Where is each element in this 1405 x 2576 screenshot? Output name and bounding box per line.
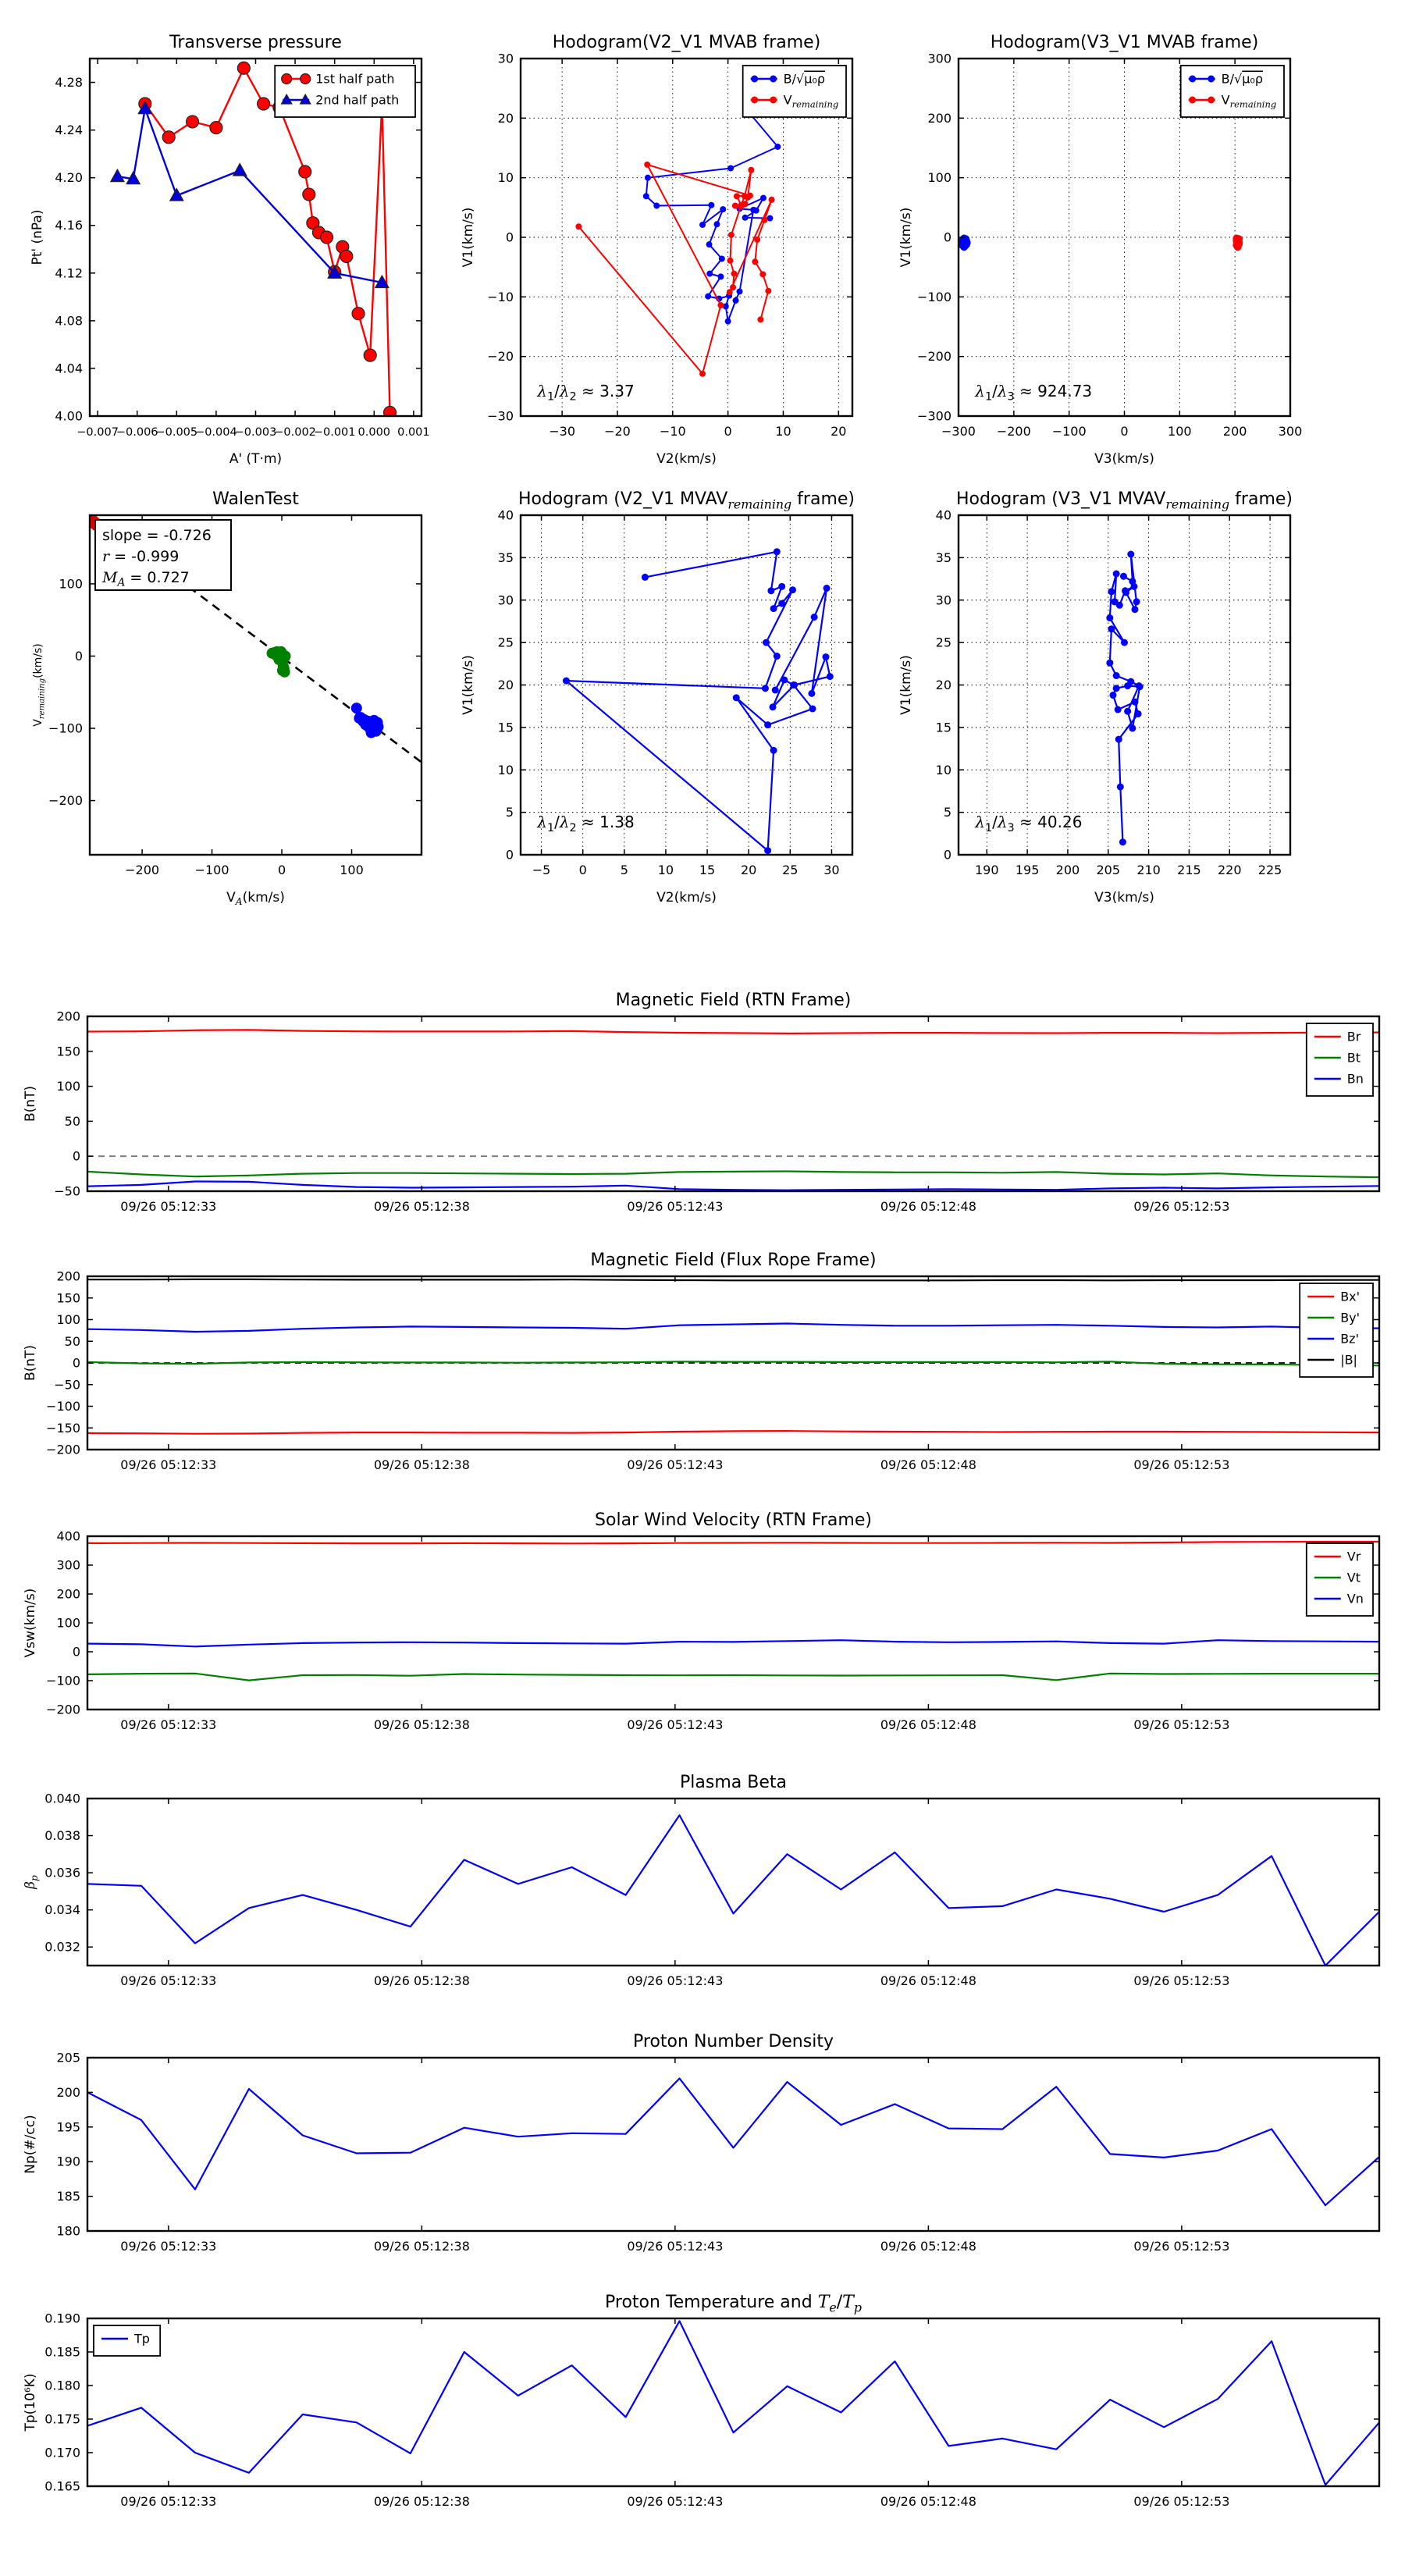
y-tick-label: 4.12 [55, 265, 83, 281]
x-tick-label: 09/26 05:12:48 [880, 1199, 976, 1214]
y-tick-label: 40 [935, 507, 951, 523]
y-tick-label: 205 [56, 2050, 80, 2065]
x-tick-label: 09/26 05:12:48 [880, 2494, 976, 2509]
y-tick-label: 195 [56, 2119, 80, 2135]
y-tick-label: −200 [46, 1442, 80, 1457]
y-tick-label: 0.180 [44, 2378, 80, 2393]
legend-label: By' [1340, 1310, 1361, 1325]
legend [94, 2325, 160, 2356]
x-axis-label: V3(km/s) [1094, 451, 1154, 467]
x-tick-label: 220 [1217, 863, 1242, 877]
y-tick-label: 0 [72, 1148, 80, 1164]
panel-title: Transverse pressure [169, 33, 342, 52]
eigenvalue-ratio-annotation: $\lambda_1/\lambda_2 \approx 1.38$ [537, 813, 635, 834]
x-tick-label: 09/26 05:12:43 [627, 1717, 724, 1732]
y-tick-label: 0.175 [44, 2411, 80, 2427]
y-tick-label: 0.190 [44, 2311, 80, 2326]
x-tick-label: 15 [699, 863, 716, 877]
y-tick-label: 0.034 [44, 1902, 80, 1918]
y-tick-label: 5 [505, 805, 514, 820]
eigenvalue-ratio-annotation: $\lambda_1/\lambda_2 \approx 3.37$ [537, 381, 635, 404]
y-tick-label: −50 [54, 1377, 80, 1393]
y-tick-label: 15 [497, 720, 514, 735]
y-tick-label: 0 [505, 847, 514, 863]
y-tick-label: 20 [935, 678, 951, 692]
y-tick-label: 40 [497, 507, 514, 523]
eigenvalue-ratio-annotation: $\lambda_1/\lambda_3 \approx 924.73$ [975, 381, 1093, 404]
x-tick-label: 09/26 05:12:33 [120, 1457, 217, 1472]
fit-info-line: slope = -0.726 [102, 527, 212, 544]
x-tick-label: 10 [775, 424, 791, 439]
y-tick-label: −150 [46, 1420, 80, 1436]
y-tick-label: 300 [927, 51, 951, 66]
legend-label: Vt [1346, 1570, 1361, 1585]
y-tick-label: 4.24 [55, 123, 83, 138]
panel-title: Proton Temperature and $T_e/T_p$ [605, 2293, 862, 2315]
x-tick-label: 09/26 05:12:43 [627, 2494, 724, 2509]
y-tick-label: 35 [935, 550, 951, 565]
y-tick-label: 0.165 [44, 2478, 80, 2494]
y-axis-label: B(nT) [23, 1344, 38, 1382]
y-tick-label: 25 [935, 635, 951, 650]
legend [1181, 66, 1284, 117]
x-tick-label: 10 [657, 863, 674, 877]
x-tick-label: 09/26 05:12:53 [1133, 2239, 1230, 2254]
y-tick-label: −100 [46, 1399, 80, 1414]
y-tick-label: −30 [487, 408, 514, 424]
x-tick-label: 09/26 05:12:43 [627, 1457, 724, 1472]
x-axis-label: V2(km/s) [656, 890, 717, 906]
y-tick-label: 0.170 [44, 2445, 80, 2460]
x-tick-label: 09/26 05:12:48 [880, 2239, 976, 2254]
y-tick-label: −10 [487, 289, 514, 304]
y-tick-label: 0.185 [44, 2344, 80, 2360]
y-tick-label: 100 [56, 1615, 80, 1631]
legend [275, 66, 415, 117]
eigenvalue-ratio-annotation: $\lambda_1/\lambda_3 \approx 40.26$ [975, 813, 1083, 834]
x-tick-label: 09/26 05:12:33 [120, 1973, 217, 1988]
fit-info-line: $M_A = 0.727$ [102, 569, 190, 589]
legend-label: Bz' [1340, 1331, 1359, 1347]
legend-label: Bx' [1340, 1289, 1361, 1304]
x-tick-label: −30 [549, 424, 576, 439]
y-tick-label: 0 [72, 1644, 80, 1660]
x-tick-label: 09/26 05:12:38 [373, 1199, 470, 1214]
y-tick-label: 180 [56, 2223, 80, 2239]
x-tick-label: 25 [782, 863, 799, 877]
x-tick-label: −200 [125, 863, 160, 877]
y-tick-label: −200 [48, 793, 83, 809]
y-axis-label: V1(km/s) [461, 655, 476, 715]
y-tick-label: 200 [56, 1268, 80, 1284]
x-tick-label: 205 [1096, 863, 1121, 877]
y-tick-label: 150 [56, 1290, 80, 1306]
y-tick-label: 20 [497, 110, 514, 126]
y-tick-label: 4.04 [55, 361, 83, 376]
x-tick-label: −10 [659, 424, 686, 439]
y-axis-label: V1(km/s) [461, 207, 476, 268]
x-axis-label: $V_A(km/s)$ [226, 890, 285, 908]
y-tick-label: 190 [56, 2154, 80, 2169]
y-axis-label: $V_{remaining}(km/s)$ [32, 643, 47, 727]
x-tick-label: 09/26 05:12:43 [627, 1973, 724, 1988]
x-tick-label: −200 [996, 424, 1031, 439]
panel-title: Hodogram (V3_V1 $MVAV_{remaining}$ frame) [955, 489, 1293, 512]
panel-title: Solar Wind Velocity (RTN Frame) [595, 1510, 872, 1530]
y-tick-label: 100 [927, 170, 951, 186]
y-tick-label: 0 [943, 229, 951, 245]
y-tick-label: 4.28 [55, 75, 83, 91]
y-tick-label: 30 [497, 592, 514, 608]
x-tick-label: 100 [1168, 424, 1192, 439]
y-tick-label: 200 [56, 2084, 80, 2100]
legend-label: Vn [1346, 1591, 1364, 1606]
x-tick-label: −300 [941, 424, 976, 439]
y-tick-label: 200 [56, 1586, 80, 1602]
y-tick-label: −20 [487, 349, 514, 365]
y-tick-label: 50 [64, 1333, 80, 1349]
panel-title: Magnetic Field (Flux Rope Frame) [590, 1251, 877, 1270]
y-tick-label: 0 [72, 1355, 80, 1371]
y-tick-label: 100 [56, 1079, 80, 1094]
x-tick-label: 0.000 [357, 426, 391, 439]
legend-label: Vr [1346, 1549, 1361, 1564]
x-tick-label: 215 [1177, 863, 1201, 877]
y-tick-label: 300 [56, 1557, 80, 1573]
x-tick-label: −0.005 [155, 426, 198, 439]
y-tick-label: 20 [497, 678, 514, 692]
y-tick-label: 25 [497, 635, 514, 650]
x-tick-label: 20 [741, 863, 757, 877]
x-tick-label: 09/26 05:12:33 [120, 1717, 217, 1732]
x-tick-label: 200 [1055, 863, 1080, 877]
x-tick-label: 5 [620, 863, 628, 877]
legend-label: Br [1346, 1029, 1361, 1044]
x-tick-label: 09/26 05:12:38 [373, 1973, 470, 1988]
y-tick-label: 50 [64, 1113, 80, 1129]
x-tick-label: −0.002 [274, 426, 316, 439]
x-tick-label: 30 [823, 863, 840, 877]
legend-label: $V_{remaining}$ [1221, 92, 1277, 110]
y-tick-label: 15 [935, 720, 951, 735]
y-tick-label: −50 [54, 1183, 80, 1199]
y-tick-label: 400 [56, 1528, 80, 1544]
y-tick-label: 0.038 [44, 1828, 80, 1844]
y-tick-label: 10 [497, 170, 514, 186]
panel-title: Hodogram (V2_V1 $MVAV_{remaining}$ frame) [518, 489, 855, 512]
legend [1307, 1023, 1373, 1096]
y-tick-label: 10 [497, 762, 514, 777]
y-tick-label: 4.00 [55, 408, 83, 424]
x-tick-label: 09/26 05:12:33 [120, 2494, 217, 2509]
x-tick-label: 09/26 05:12:38 [373, 1717, 470, 1732]
y-tick-label: −300 [917, 408, 951, 424]
fit-info-box [95, 520, 231, 590]
legend-label: 2nd half path [315, 92, 400, 108]
x-tick-label: 09/26 05:12:43 [627, 1199, 724, 1214]
x-tick-label: 0 [277, 863, 286, 877]
legend [1307, 1543, 1373, 1616]
legend-label: $V_{remaining}$ [783, 92, 839, 110]
y-tick-label: 0 [74, 648, 83, 664]
x-tick-label: 09/26 05:12:33 [120, 2239, 217, 2254]
y-axis-label: Pt' (nPa) [30, 209, 45, 265]
x-tick-label: 100 [340, 863, 364, 877]
y-tick-label: 185 [56, 2189, 80, 2204]
x-tick-label: 190 [975, 863, 999, 877]
y-axis-label: Vsw(km/s) [23, 1588, 38, 1658]
x-tick-label: 09/26 05:12:53 [1133, 2494, 1230, 2509]
x-axis-label: A' (T·m) [229, 451, 283, 467]
x-tick-label: 09/26 05:12:38 [373, 2494, 470, 2509]
y-tick-label: 4.16 [55, 218, 83, 233]
y-tick-label: 30 [497, 51, 514, 66]
x-tick-label: 0 [578, 863, 587, 877]
y-axis-label: Np(#/cc) [23, 2115, 38, 2174]
y-tick-label: 30 [935, 592, 951, 608]
x-tick-label: 09/26 05:12:53 [1133, 1717, 1230, 1732]
y-tick-label: −100 [46, 1673, 80, 1688]
x-tick-label: 210 [1136, 863, 1161, 877]
y-tick-label: 200 [927, 110, 951, 126]
y-tick-label: 0.036 [44, 1865, 80, 1880]
x-tick-label: 20 [831, 424, 847, 439]
y-axis-label: V1(km/s) [898, 655, 914, 715]
y-axis-label: B(nT) [23, 1085, 38, 1123]
x-tick-label: −0.003 [234, 426, 277, 439]
y-tick-label: 5 [943, 805, 951, 820]
x-tick-label: 09/26 05:12:53 [1133, 1457, 1230, 1472]
y-tick-label: 150 [56, 1044, 80, 1059]
legend-label: 1st half path [315, 71, 395, 87]
legend-label: Bt [1346, 1050, 1361, 1066]
x-tick-label: 09/26 05:12:48 [880, 1457, 976, 1472]
x-tick-label: −0.006 [116, 426, 158, 439]
x-tick-label: 09/26 05:12:33 [120, 1199, 217, 1214]
panel-title: Proton Number Density [633, 2032, 834, 2051]
legend-label: Tp [134, 2331, 150, 2347]
y-tick-label: 100 [59, 576, 83, 592]
x-tick-label: 0 [724, 424, 732, 439]
panel-title: WalenTest [212, 489, 299, 509]
y-tick-label: −200 [917, 349, 951, 365]
y-tick-label: 10 [935, 762, 951, 777]
legend [1300, 1283, 1373, 1377]
x-tick-label: −0.007 [76, 426, 119, 439]
fit-info-line: r = -0.999 [102, 548, 180, 565]
panel-title: Hodogram(V2_V1 MVAB frame) [552, 33, 821, 52]
panel-title: Plasma Beta [680, 1773, 787, 1792]
legend [743, 66, 846, 117]
y-axis-label: Tp(10⁶K) [23, 2373, 38, 2432]
y-tick-label: 4.08 [55, 313, 83, 329]
panel-title: Hodogram(V3_V1 MVAB frame) [990, 33, 1259, 52]
x-axis-label: V2(km/s) [656, 451, 717, 467]
x-axis-label: V3(km/s) [1094, 890, 1154, 906]
x-tick-label: −20 [604, 424, 631, 439]
x-tick-label: −0.001 [313, 426, 356, 439]
y-tick-label: −100 [48, 720, 83, 736]
y-tick-label: 0.032 [44, 1939, 80, 1955]
legend-label: Bn [1346, 1071, 1364, 1087]
y-tick-label: 4.20 [55, 170, 83, 186]
y-tick-label: 100 [56, 1312, 80, 1327]
x-tick-label: 200 [1222, 424, 1247, 439]
x-tick-label: 09/26 05:12:53 [1133, 1199, 1230, 1214]
x-tick-label: 0.001 [397, 426, 430, 439]
x-tick-label: −0.004 [195, 426, 237, 439]
x-tick-label: 0 [1120, 424, 1129, 439]
y-axis-label: $\beta_p$ [23, 1875, 41, 1889]
x-tick-label: 09/26 05:12:38 [373, 1457, 470, 1472]
y-tick-label: −100 [917, 289, 951, 304]
y-axis-label: V1(km/s) [898, 207, 914, 268]
y-tick-label: 0.040 [44, 1791, 80, 1806]
legend-label: B/√μ₀ρ [783, 71, 825, 87]
y-tick-label: 35 [497, 550, 514, 565]
x-tick-label: 09/26 05:12:48 [880, 1973, 976, 1988]
x-tick-label: 300 [1278, 424, 1303, 439]
legend-label: |B| [1340, 1352, 1357, 1368]
x-tick-label: 195 [1015, 863, 1040, 877]
x-tick-label: 09/26 05:12:48 [880, 1717, 976, 1732]
panel-title: Magnetic Field (RTN Frame) [615, 991, 852, 1010]
legend-label: B/√μ₀ρ [1221, 71, 1263, 87]
x-tick-label: −100 [1051, 424, 1087, 439]
x-tick-label: 09/26 05:12:43 [627, 2239, 724, 2254]
y-tick-label: −200 [46, 1702, 80, 1717]
x-tick-label: −100 [194, 863, 229, 877]
y-tick-label: 0 [505, 229, 514, 245]
x-tick-label: 225 [1257, 863, 1282, 877]
x-tick-label: 09/26 05:12:38 [373, 2239, 470, 2254]
x-tick-label: 09/26 05:12:53 [1133, 1973, 1230, 1988]
x-tick-label: −5 [532, 863, 551, 877]
y-tick-label: 0 [943, 847, 951, 863]
y-tick-label: 200 [56, 1009, 80, 1024]
